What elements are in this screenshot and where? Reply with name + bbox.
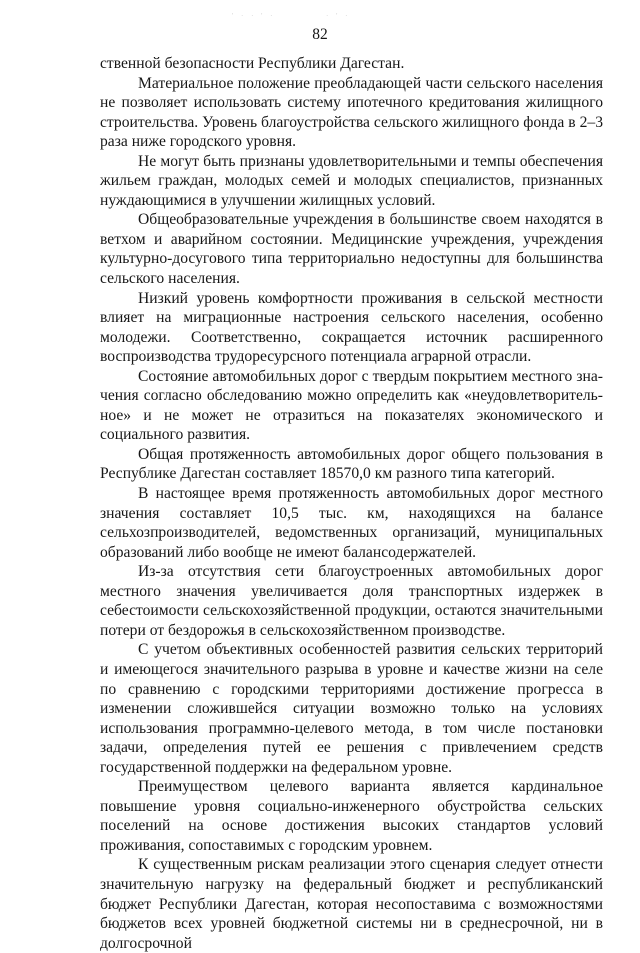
document-body bbox=[100, 54, 603, 953]
paragraph: ственной безопасности Республики Дагестан. bbox=[100, 55, 405, 72]
paragraph: Состояние автомобильных дорог с твердым покрытием местного значения согласно обследованию можно определить как «неудовлетворительное» и не может не отразиться на показателях экономического и социального развития. bbox=[100, 367, 603, 444]
scan-artifact: ' · · ' · bbox=[232, 12, 276, 20]
paragraph: Низкий уровень комфортности проживания в сельской местности влияет на миграционные настроения сельского населения, особенно молодежи. Соответственно, сокращается источник расширенного воспроизводства трудоресурсного потенциала аграрной отрасли. bbox=[100, 289, 603, 366]
paragraph: Из-за отсутствия сети благоустроенных автомобильных дорог местного значения увеличивается доля транспортных издержек в себестоимости сельскохозяйственной продукции, остаются значительными потери от бездорожья в сельскохозяйственном производстве. bbox=[100, 563, 603, 639]
paragraph: Общая протяженность автомобильных дорог общего пользования в Республике Дагестан составляет 18570,0 км разного типа категорий. bbox=[100, 445, 603, 483]
scan-artifact: · ' · bbox=[326, 12, 351, 20]
paragraph: Преимуществом целевого варианта является кардинальное повышение уровня социально-инженерного обустройства сельских поселений на основе достижения высоких стандартов условий проживания, сопоставимых с городским уровнем. bbox=[100, 778, 603, 854]
paragraph: В настоящее время протяженность автомобильных дорог местного значения составляет 10,5 тыс. км, находящихся на балансе сельхозпроизводителей, ведомственных организаций, муниципальных образований либо вообще не имеют балансодержателей. bbox=[100, 485, 603, 561]
paragraph: Материальное положение преобладающей части сельского населения не позволяет использовать систему ипотечного кредитования жилищного строительства. Уровень благоустройства сельского жилищного фонда в 2–3 раза ниже городского уровня. bbox=[100, 74, 603, 151]
paragraph: Не могут быть признаны удовлетворительными и темпы обеспечения жильем граждан, молодых семей и молодых специалистов, признанных нуждающимися в улучшении жилищных условий. bbox=[100, 152, 603, 209]
paragraph: Общеобразовательные учреждения в большинстве своем находятся в ветхом и аварийном состоянии. Медицинские учреждения, учреждения культурно-досугового типа территориально недоступны для большинства сельского населения. bbox=[100, 211, 603, 288]
paragraph: С учетом объективных особенностей развития сельских территорий и имеющегося значительного разрыва в уровне и качестве жизни на селе по сравнению с городскими территориями достижение прогресса в изменении сложившейся ситуации возможно только на условиях использования программно-целевого метода, в том числе постановки задачи, определения путей ее решения с привлечением средств государственной поддержки на федеральном уровне. bbox=[100, 641, 603, 776]
page-number: 82 bbox=[312, 26, 328, 43]
paragraph: К существенным рискам реализации этого сценария следует отнести значительную нагрузку на федеральный бюджет и республиканский бюджет Республики Дагестан, которая несопоставима с возможностями бюджетов всех уровней бюджетной системы ни в среднесрочной, ни в долгосрочной bbox=[100, 856, 603, 952]
